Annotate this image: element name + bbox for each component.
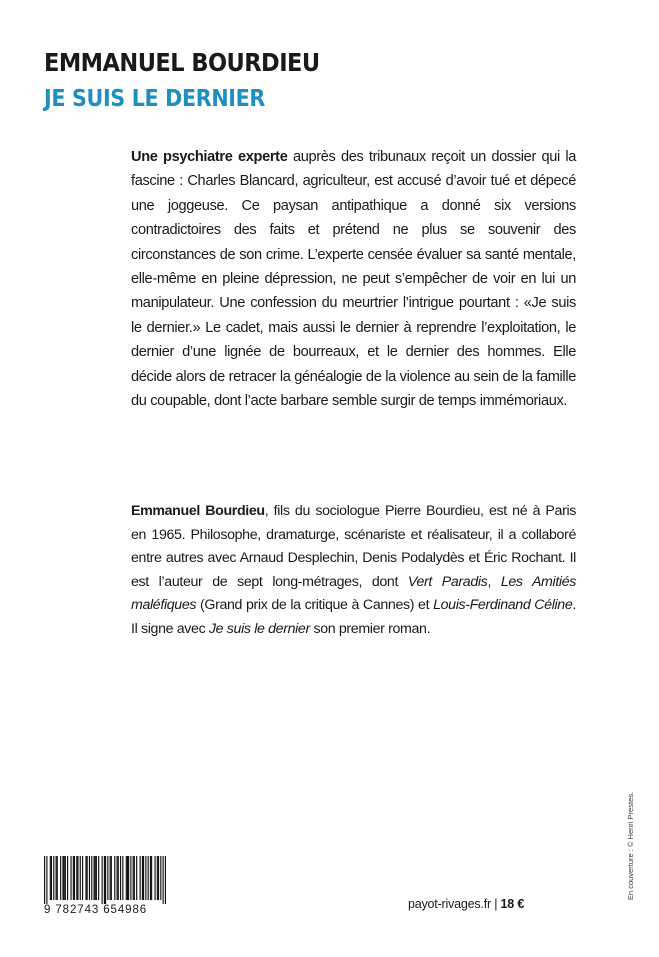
barcode-bar	[70, 856, 71, 900]
barcode-bar	[74, 856, 75, 900]
barcode-bar	[126, 856, 127, 900]
barcode-bar	[143, 856, 144, 900]
barcode-bar	[158, 856, 159, 900]
barcode-bars	[44, 856, 166, 904]
barcode-bar	[163, 856, 164, 904]
bio-film-2: Les Amitiés maléfiques	[131, 573, 577, 614]
bio-film-1: Vert Paradis	[407, 573, 488, 590]
author-name: EMMANUEL BOURDIEU	[44, 48, 320, 77]
barcode-bar	[65, 856, 66, 900]
barcode-bar	[154, 856, 155, 900]
barcode-bar	[157, 856, 158, 900]
barcode-bar	[122, 856, 123, 900]
barcode-bar	[120, 856, 121, 900]
barcode-bar	[73, 856, 74, 900]
barcode-bar	[44, 856, 45, 904]
barcode-bar	[104, 856, 105, 904]
barcode-bar	[91, 856, 92, 900]
barcode-bar	[46, 856, 47, 904]
publisher-price-line	[408, 897, 524, 911]
bio-sep-1: ,	[487, 573, 501, 590]
barcode-bar	[53, 856, 54, 900]
barcode-bar	[151, 856, 152, 900]
barcode-bar	[118, 856, 119, 900]
bio-film-3: Louis-Ferdinand Céline	[433, 597, 573, 614]
barcode-bar	[128, 856, 129, 900]
barcode-bar	[64, 856, 65, 900]
barcode-bar	[130, 856, 131, 900]
barcode-bar	[67, 856, 68, 900]
publisher-site: payot-rivages.fr	[408, 897, 491, 911]
bio-name: Emmanuel Bourdieu	[131, 503, 265, 519]
isbn-digits: 9 782743 654986	[44, 904, 148, 916]
barcode-bar	[145, 856, 146, 900]
barcode-bar	[114, 856, 115, 900]
barcode-bar	[136, 856, 137, 900]
barcode-bar	[76, 856, 77, 900]
barcode-bar	[140, 856, 141, 900]
bio-text-3: . Il signe avec	[131, 597, 576, 637]
barcode-bar	[85, 856, 86, 900]
barcode-bar	[77, 856, 78, 900]
barcode-bar	[82, 856, 83, 900]
barcode-bar	[50, 856, 51, 900]
barcode-bar	[150, 856, 151, 900]
barcode-bar	[165, 856, 166, 904]
bio-text-1: , fils du sociologue Pierre Bourdieu, est né à Paris en 1965. Philosophe, dramaturge, scénariste et réalisateur, il a collaboré entre autres avec Arnaud Desplechin, Denis Podalydès et Éric Rochant. Il est l’auteur de sept long-métrages, dont	[131, 503, 577, 590]
barcode-bar	[142, 856, 143, 900]
barcode-bar	[98, 856, 99, 900]
barcode-bar	[148, 856, 149, 900]
barcode-bar	[57, 856, 58, 900]
barcode-bar	[160, 856, 161, 900]
price: 18 €	[500, 897, 525, 911]
barcode-bar	[133, 856, 134, 900]
barcode-bar	[111, 856, 112, 900]
publisher-separator: |	[490, 897, 501, 911]
barcode-bar	[60, 856, 61, 900]
bio-text-2: (Grand prix de la critique à Cannes) et	[196, 597, 434, 614]
barcode-bar	[96, 856, 97, 900]
barcode-bar	[62, 856, 63, 900]
barcode-bar	[95, 856, 96, 900]
synopsis-body: auprès des tribunaux reçoit un dossier qui la fascine : Charles Blancard, agriculteur, est accusé d’avoir tué et dépecé une joggeuse. Ce paysan antipathique a donné six versions contradictoires des faits et prétend ne plus se souvenir des circonstances de son crime. L’experte censée évaluer sa santé mentale, elle-même en pleine dépression, ne peut s’empêcher de voir en lui un manipulateur. Une confession du meurtrier l’intrigue pourtant : «Je suis le dernier.» Le cadet, mais aussi le dernier à reprendre l’exploitation, le dernier d’une lignée de bourreaux, et le dernier des hommes. Elle décide alors de retracer la généalogie de la violence au sein de la famille du coupable, dont l’acte barbare semble surgir de temps immémoriaux.	[131, 149, 577, 410]
barcode-bar	[127, 856, 128, 900]
barcode-bar	[80, 856, 81, 900]
barcode-bar	[117, 856, 118, 900]
book-title: JE SUIS LE DERNIER	[44, 86, 266, 112]
barcode	[44, 856, 166, 924]
barcode-bar	[51, 856, 52, 900]
bio-novel: Je suis le dernier	[208, 620, 310, 637]
bio-text-4: son premier roman.	[309, 620, 431, 637]
barcode-bar	[102, 856, 103, 904]
cover-credit: En couverture : © Henri Prestes.	[626, 791, 635, 900]
barcode-bar	[87, 856, 88, 900]
barcode-bar	[56, 856, 57, 900]
synopsis-paragraph	[131, 145, 576, 413]
synopsis-lead: Une psychiatre experte	[131, 149, 288, 165]
barcode-bar	[107, 856, 108, 900]
barcode-bar	[110, 856, 111, 900]
barcode-bar	[89, 856, 90, 900]
barcode-bar	[105, 856, 106, 904]
author-bio-paragraph	[131, 500, 576, 642]
barcode-bar	[134, 856, 135, 900]
barcode-bar	[93, 856, 94, 900]
